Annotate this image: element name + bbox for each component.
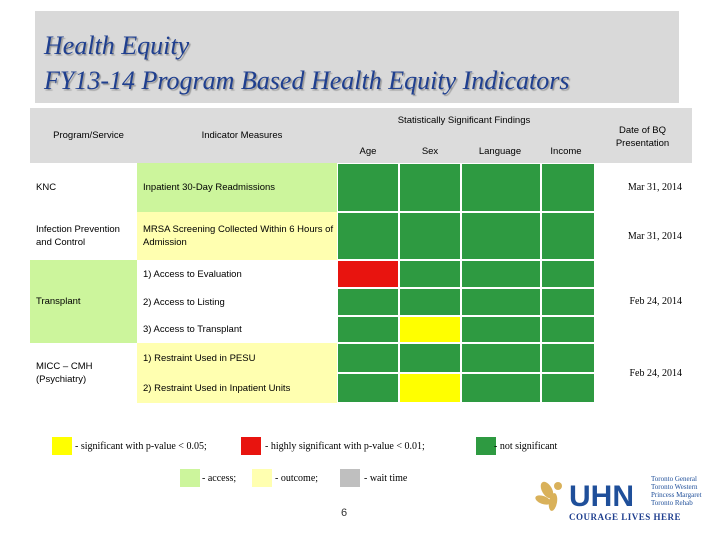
finding-age-not-significant bbox=[337, 163, 399, 212]
bq-date-cell: Mar 31, 2014 bbox=[627, 182, 682, 193]
header-age: Age bbox=[359, 146, 377, 157]
finding-income-not-significant bbox=[541, 373, 595, 403]
header-date: Date of BQ Presentation bbox=[615, 125, 670, 149]
finding-language-not-significant bbox=[461, 163, 541, 212]
finding-age-not-significant bbox=[337, 288, 399, 316]
legend-label-access: - access; bbox=[202, 473, 237, 484]
equity-indicators-table bbox=[30, 108, 692, 403]
finding-language-not-significant bbox=[461, 373, 541, 403]
legend-swatch-green bbox=[476, 437, 496, 455]
finding-age-not-significant bbox=[337, 316, 399, 343]
finding-age-highly-significant bbox=[337, 260, 399, 288]
finding-sex-significant bbox=[399, 316, 461, 343]
indicator-cell: 2) Restraint Used in Inpatient Units bbox=[137, 373, 337, 403]
logo-site: Princess Margaret bbox=[651, 491, 702, 499]
slide-subtitle: FY13-14 Program Based Health Equity Indicators bbox=[44, 66, 570, 95]
header-indicator: Indicator Measures bbox=[201, 130, 283, 141]
page-number: 6 bbox=[341, 507, 348, 519]
header-language: Language bbox=[478, 146, 522, 157]
finding-income-not-significant bbox=[541, 163, 595, 212]
logo-site: Toronto Rehab bbox=[651, 499, 693, 507]
finding-sex-not-significant bbox=[399, 212, 461, 260]
program-cell-transplant: Transplant bbox=[30, 260, 137, 343]
header-program: Program/Service bbox=[53, 130, 124, 141]
bq-date-cell: Mar 31, 2014 bbox=[627, 230, 682, 242]
legend-label-not-significant: - not significant bbox=[494, 441, 558, 452]
legend-swatch-yellow bbox=[52, 437, 72, 455]
finding-sex-not-significant bbox=[399, 288, 461, 316]
bq-date-cell: Feb 24, 2014 bbox=[629, 296, 682, 307]
finding-sex-significant bbox=[399, 373, 461, 403]
indicator-cell: 1) Access to Evaluation bbox=[137, 260, 337, 288]
finding-language-not-significant bbox=[461, 343, 541, 373]
logo-tagline: COURAGE LIVES HERE bbox=[569, 512, 682, 522]
legend-swatch-wait-time bbox=[340, 469, 360, 487]
legend-label-outcome: - outcome; bbox=[275, 473, 319, 484]
finding-income-not-significant bbox=[541, 343, 595, 373]
finding-age-not-significant bbox=[337, 343, 399, 373]
legend-swatch-access bbox=[180, 469, 200, 487]
finding-language-not-significant bbox=[461, 260, 541, 288]
legend-label-significant: - significant with p-value < 0.05; bbox=[75, 441, 207, 452]
finding-language-not-significant bbox=[461, 316, 541, 343]
finding-income-not-significant bbox=[541, 212, 595, 260]
svg-text:UHN: UHN bbox=[569, 480, 634, 513]
indicator-cell: Inpatient 30-Day Readmissions bbox=[137, 163, 337, 212]
legend-label-wait-time: - wait time bbox=[364, 473, 408, 484]
header-findings: Statistically Significant Findings bbox=[397, 115, 531, 126]
header-sex: Sex bbox=[421, 146, 439, 157]
program-cell-micc: MICC – CMH (Psychiatry) bbox=[30, 343, 137, 403]
finding-sex-not-significant bbox=[399, 343, 461, 373]
finding-age-not-significant bbox=[337, 212, 399, 260]
finding-sex-not-significant bbox=[399, 260, 461, 288]
finding-language-not-significant bbox=[461, 288, 541, 316]
program-cell-ipac: Infection Prevention and Control bbox=[30, 212, 137, 260]
program-cell-knc: KNC bbox=[30, 163, 137, 212]
legend-label-highly-significant: - highly significant with p-value < 0.01; bbox=[265, 441, 425, 452]
logo-site: Toronto Western bbox=[651, 483, 698, 491]
bq-date-cell: Feb 24, 2014 bbox=[629, 367, 682, 379]
legend-swatch-outcome bbox=[252, 469, 272, 487]
indicator-cell: 2) Access to Listing bbox=[137, 288, 337, 316]
logo-site: Toronto General bbox=[651, 475, 697, 483]
slide-title: Health Equity bbox=[44, 31, 190, 60]
finding-income-not-significant bbox=[541, 316, 595, 343]
finding-income-not-significant bbox=[541, 260, 595, 288]
indicator-cell: 1) Restraint Used in PESU bbox=[137, 343, 337, 373]
indicator-cell: 3) Access to Transplant bbox=[137, 316, 337, 343]
header-income: Income bbox=[550, 146, 582, 157]
indicator-cell: MRSA Screening Collected Within 6 Hours of Admission bbox=[137, 212, 337, 260]
finding-language-not-significant bbox=[461, 212, 541, 260]
legend-swatch-red bbox=[241, 437, 261, 455]
finding-sex-not-significant bbox=[399, 163, 461, 212]
finding-income-not-significant bbox=[541, 288, 595, 316]
uhn-logo bbox=[533, 472, 713, 524]
finding-age-not-significant bbox=[337, 373, 399, 403]
